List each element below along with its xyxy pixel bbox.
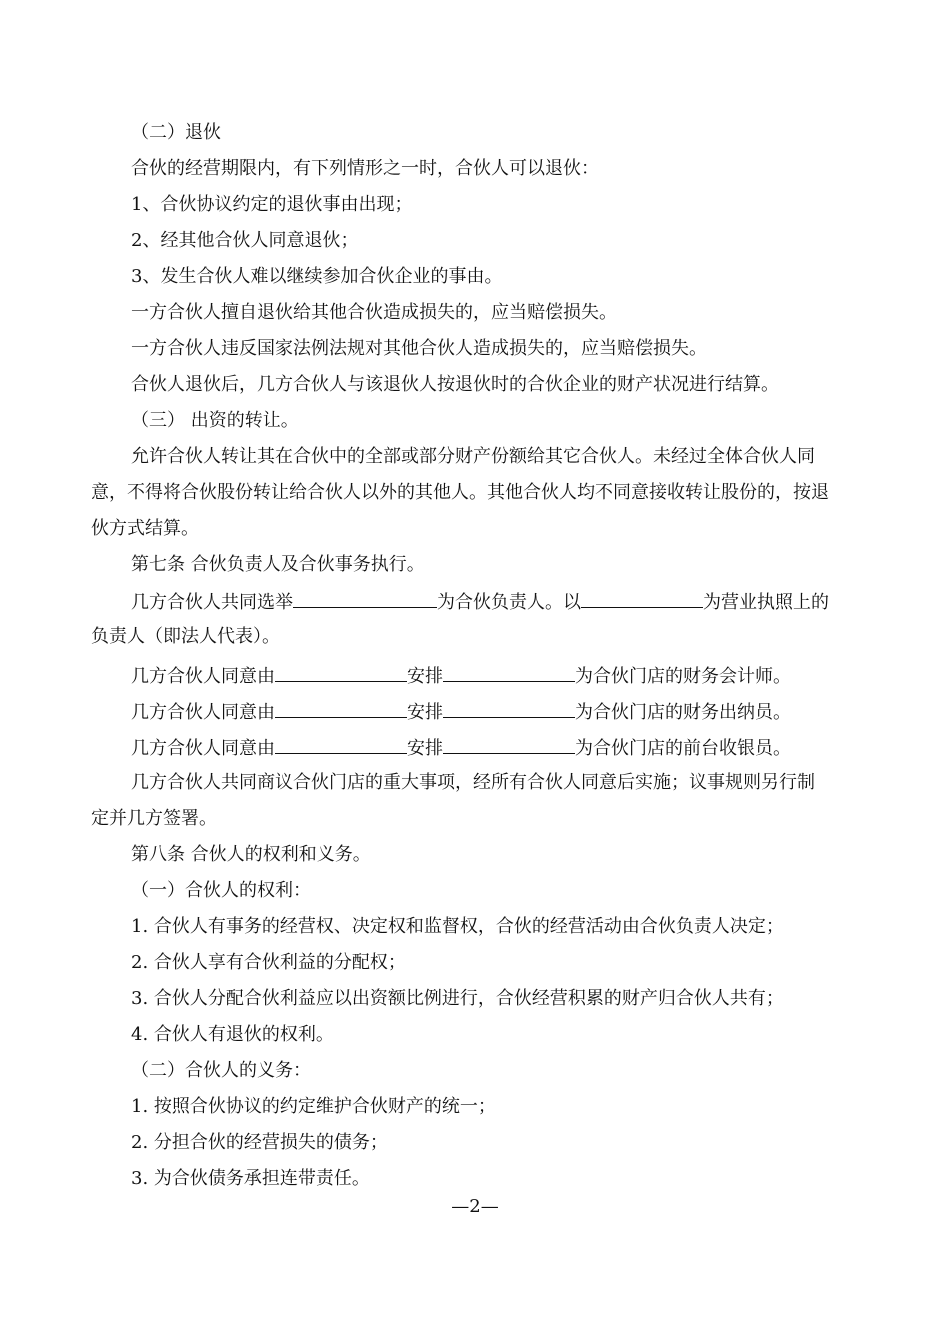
paragraph-line: 定并几方签署。 [91, 808, 217, 829]
article-heading-7: 第七条 合伙负责人及合伙事务执行。 [131, 554, 425, 575]
role-text-a: 几方合伙人同意由 [131, 702, 275, 723]
role-line-front-desk [131, 735, 791, 761]
person-blank[interactable] [443, 699, 575, 718]
elect-leader-line [131, 589, 829, 615]
list-item: 1. 按照合伙协议的约定维护合伙财产的统一； [131, 1096, 496, 1117]
role-text-b: 安排 [407, 666, 443, 687]
paragraph-line: 伙方式结算。 [91, 518, 199, 539]
paragraph: 合伙的经营期限内，有下列情形之一时，合伙人可以退伙： [131, 158, 599, 179]
list-item: 2. 合伙人享有合伙利益的分配权； [131, 952, 406, 973]
list-item: 2、经其他合伙人同意退伙； [131, 230, 359, 251]
role-text-b: 安排 [407, 738, 443, 759]
section-heading-withdrawal: （二）退伙 [131, 122, 221, 143]
list-item: 3、发生合伙人难以继续参加合伙企业的事由。 [131, 266, 503, 287]
paragraph-line: 几方合伙人共同商议合伙门店的重大事项，经所有合伙人同意后实施；议事规则另行制 [131, 772, 815, 793]
partner-blank[interactable] [275, 699, 407, 718]
paragraph: 一方合伙人擅自退伙给其他合伙造成损失的，应当赔偿损失。 [131, 302, 617, 323]
paragraph: 一方合伙人违反国家法例法规对其他合伙人造成损失的，应当赔偿损失。 [131, 338, 707, 359]
role-text-c: 为合伙门店的财务会计师。 [575, 666, 791, 687]
page-number: —2— [451, 1196, 499, 1217]
role-line-accountant [131, 663, 791, 689]
person-blank[interactable] [443, 735, 575, 754]
role-line-cashier [131, 699, 791, 725]
paragraph-line: 意，不得将合伙股份转让给合伙人以外的其他人。其他合伙人均不同意接收转让股份的，按退 [91, 482, 829, 503]
elect-text-c: 为营业执照上的 [703, 592, 829, 613]
role-text-a: 几方合伙人同意由 [131, 666, 275, 687]
legal-rep-blank[interactable] [581, 589, 703, 608]
role-text-b: 安排 [407, 702, 443, 723]
partner-blank[interactable] [275, 735, 407, 754]
elect-text-a: 几方合伙人共同选举 [131, 592, 293, 613]
role-text-c: 为合伙门店的财务出纳员。 [575, 702, 791, 723]
leader-name-blank[interactable] [293, 589, 437, 608]
list-item: 2. 分担合伙的经营损失的债务； [131, 1132, 388, 1153]
paragraph: 合伙人退伙后，几方合伙人与该退伙人按退伙时的合伙企业的财产状况进行结算。 [131, 374, 779, 395]
article-heading-8: 第八条 合伙人的权利和义务。 [131, 844, 371, 865]
section-heading-duties: （二）合伙人的义务： [131, 1060, 311, 1081]
role-text-c: 为合伙门店的前台收银员。 [575, 738, 791, 759]
list-item: 3. 为合伙债务承担连带责任。 [131, 1168, 370, 1189]
partner-blank[interactable] [275, 663, 407, 682]
paragraph-line: 负责人（即法人代表）。 [91, 626, 280, 647]
list-item: 3. 合伙人分配合伙利益应以出资额比例进行，合伙经营积累的财产归合伙人共有； [131, 988, 784, 1009]
list-item: 4. 合伙人有退伙的权利。 [131, 1024, 334, 1045]
list-item: 1. 合伙人有事务的经营权、决定权和监督权，合伙的经营活动由合伙负责人决定； [131, 916, 784, 937]
elect-text-b: 为合伙负责人。以 [437, 592, 581, 613]
section-heading-rights: （一）合伙人的权利： [131, 880, 311, 901]
list-item: 1、合伙协议约定的退伙事由出现； [131, 194, 413, 215]
paragraph-line: 允许合伙人转让其在合伙中的全部或部分财产份额给其它合伙人。未经过全体合伙人同 [131, 446, 815, 467]
role-text-a: 几方合伙人同意由 [131, 738, 275, 759]
person-blank[interactable] [443, 663, 575, 682]
section-heading-transfer: （三） 出资的转让。 [131, 410, 299, 431]
